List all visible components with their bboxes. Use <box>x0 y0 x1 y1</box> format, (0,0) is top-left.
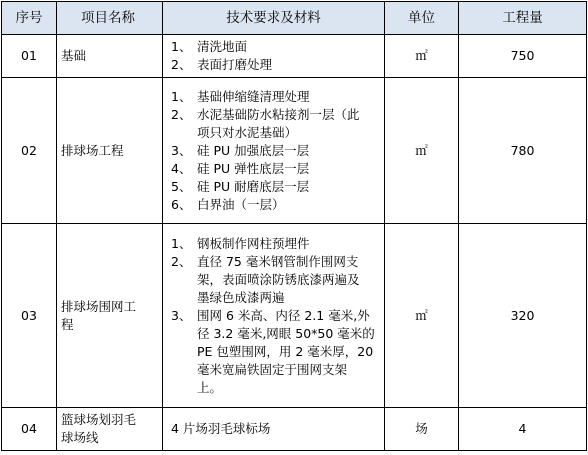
table-row <box>2 224 587 408</box>
requirement-item: 2、 直径 75 毫米钢管制作围网支 架，表面喷涂防锈底漆两遍及 墨绿色成漆两遍 <box>171 253 360 305</box>
quantity-cell: 320 <box>459 224 587 408</box>
requirement-item: 1、 清洗地面 <box>171 39 248 54</box>
requirement-item: 3、 硅 PU 加强底层一层 <box>171 142 310 158</box>
requirements-cell: 4 片场羽毛球标场 <box>163 408 385 451</box>
quantity-cell: 780 <box>459 78 587 224</box>
header-project-name: 项目名称 <box>57 2 163 35</box>
header-unit: 单位 <box>385 2 459 35</box>
requirement-item: 1、 钢板制作网柱预埋件 <box>171 235 310 251</box>
unit-cell: ㎡ <box>385 78 459 224</box>
header-quantity: 工程量 <box>459 2 587 35</box>
table-row <box>2 35 587 78</box>
requirement-item: 4、 硅 PU 弹性底层一层 <box>171 160 310 176</box>
unit-cell: ㎡ <box>385 35 459 78</box>
seq-cell: 01 <box>2 35 57 78</box>
header-requirements: 技术要求及材料 <box>163 2 385 35</box>
requirement-item: 3、 围网 6 米高、内径 2.1 毫米,外 径 3.2 毫米,网眼 50*50 毫米的 PE 包塑围网，用 2 毫米厚，20 毫米宽扁铁固定于围网支架 上。 <box>171 307 375 395</box>
seq-cell: 02 <box>2 78 57 224</box>
requirement-item: 6、 白界油（一层） <box>171 196 285 212</box>
project-table <box>1 1 587 451</box>
table-row <box>2 408 587 451</box>
project-name-line: 球场线 <box>61 430 99 445</box>
project-name-cell <box>57 224 163 408</box>
project-name-line: 篮球场划羽毛 <box>61 412 137 427</box>
header-row <box>2 2 587 35</box>
project-name-cell: 基础 <box>57 35 163 78</box>
requirement-item: 2、 表面打磨处理 <box>171 57 273 72</box>
requirement-item: 5、 硅 PU 耐磨底层一层 <box>171 178 310 194</box>
seq-cell: 04 <box>2 408 57 451</box>
requirement-item: 1、 基础伸缩缝清理处理 <box>171 88 310 104</box>
requirements-cell <box>163 35 385 78</box>
project-name-line: 程 <box>61 316 74 332</box>
table-row <box>2 78 587 224</box>
quantity-cell: 4 <box>459 408 587 451</box>
header-seq: 序号 <box>2 2 57 35</box>
unit-cell: ㎡ <box>385 224 459 408</box>
unit-cell: 场 <box>385 408 459 451</box>
project-name-line: 排球场围网工 <box>61 298 137 314</box>
requirement-item: 2、 水泥基础防水粘接剂一层（此 项只对水泥基础） <box>171 106 360 140</box>
project-name-cell: 排球场工程 <box>57 78 163 224</box>
seq-cell: 03 <box>2 224 57 408</box>
project-name-cell <box>57 408 163 451</box>
requirements-cell <box>163 224 385 408</box>
requirements-cell <box>163 78 385 224</box>
quantity-cell: 750 <box>459 35 587 78</box>
